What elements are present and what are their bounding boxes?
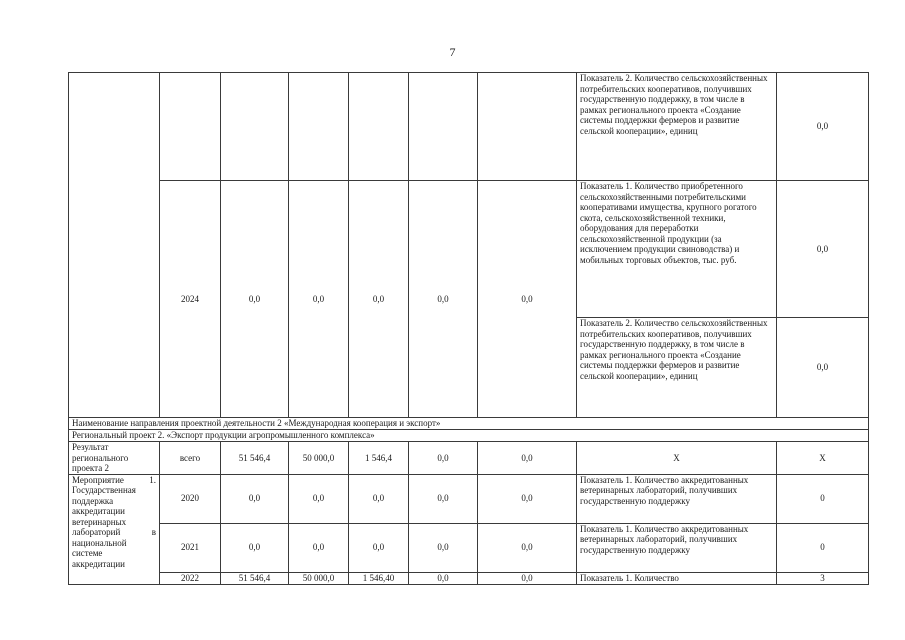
regional-budget-cell: 0,0 (349, 474, 409, 523)
indicator-cell: Показатель 2. Количество сельскохозяйственных потребительских кооперативов, получивших государственную поддержку, в том числе в рамках регионального проекта «Создание системы поддержки фермеров и развитие сельской кооперации», единиц (577, 318, 777, 418)
indicator-value: Х (777, 442, 869, 475)
extrabudget-cell: 0,0 (478, 523, 577, 572)
extrabudget-cell (478, 73, 577, 181)
regional-budget-cell: 1 546,40 (349, 572, 409, 584)
table-row (69, 474, 869, 523)
federal-budget-cell: 50 000,0 (289, 442, 349, 475)
indicator-cell: Показатель 2. Количество сельскохозяйственных потребительских кооперативов, получивших государственную поддержку, в том числе в рамках регионального проекта «Создание системы поддержки фермеров и развитие сельской кооперации», единиц (577, 73, 777, 181)
regional-budget-cell: 0,0 (349, 523, 409, 572)
indicator-cell: Показатель 1. Количество приобретенного сельскохозяйственными потребительскими кооперативами имущества, крупного рогатого скота, сельскохозяйственной техники, оборудования для переработки сельскохозяйственной продукции (за исключением продукции свиноводства) и мобильных торговых объектов, тыс. руб. (577, 181, 777, 318)
indicator-cell: Х (577, 442, 777, 475)
total-cell: 51 546,4 (221, 572, 289, 584)
indicator-cell: Показатель 1. Количество (577, 572, 777, 584)
federal-budget-cell: 50 000,0 (289, 572, 349, 584)
name-cell-empty (69, 73, 160, 418)
municipal-budget-cell: 0,0 (409, 442, 478, 475)
year-cell: 2022 (160, 572, 221, 584)
regional-budget-cell: 1 546,4 (349, 442, 409, 475)
period-cell: всего (160, 442, 221, 475)
table-row (69, 523, 869, 572)
municipal-budget-cell: 0,0 (409, 181, 478, 418)
table-row (69, 430, 869, 442)
indicator-value: 0,0 (777, 73, 869, 181)
project-title: Региональный проект 2. «Экспорт продукции агропромышленного комплекса» (69, 430, 869, 442)
period-cell (160, 73, 221, 181)
year-cell: 2020 (160, 474, 221, 523)
program-table (68, 72, 869, 585)
total-cell: 51 546,4 (221, 442, 289, 475)
extrabudget-cell: 0,0 (478, 474, 577, 523)
indicator-cell: Показатель 1. Количество аккредитованных ветеринарных лабораторий, получивших государственную поддержку (577, 474, 777, 523)
federal-budget-cell: 0,0 (289, 181, 349, 418)
extrabudget-cell: 0,0 (478, 181, 577, 418)
federal-budget-cell: 0,0 (289, 523, 349, 572)
indicator-value: 3 (777, 572, 869, 584)
table-row (69, 418, 869, 430)
indicator-value: 0,0 (777, 181, 869, 318)
total-cell: 0,0 (221, 523, 289, 572)
year-cell: 2024 (160, 181, 221, 418)
extrabudget-cell: 0,0 (478, 442, 577, 475)
municipal-budget-cell: 0,0 (409, 474, 478, 523)
regional-budget-cell: 0,0 (349, 181, 409, 418)
result-name: Результат регионального проекта 2 (69, 442, 160, 475)
table-row (69, 181, 869, 318)
direction-title: Наименование направления проектной деятельности 2 «Международная кооперация и экспорт» (69, 418, 869, 430)
total-cell (221, 73, 289, 181)
table-row (69, 442, 869, 475)
total-cell: 0,0 (221, 181, 289, 418)
federal-budget-cell (289, 73, 349, 181)
year-cell: 2021 (160, 523, 221, 572)
indicator-value: 0 (777, 523, 869, 572)
municipal-budget-cell: 0,0 (409, 523, 478, 572)
event-name: Мероприятие 1. Государственная поддержка аккредитации ветеринарных лабораторий в национальной системе аккредитации (69, 474, 160, 584)
municipal-budget-cell: 0,0 (409, 572, 478, 584)
federal-budget-cell: 0,0 (289, 474, 349, 523)
municipal-budget-cell (409, 73, 478, 181)
indicator-value: 0 (777, 474, 869, 523)
table-row (69, 572, 869, 584)
regional-budget-cell (349, 73, 409, 181)
indicator-value: 0,0 (777, 318, 869, 418)
total-cell: 0,0 (221, 474, 289, 523)
table-row (69, 73, 869, 181)
indicator-cell: Показатель 1. Количество аккредитованных ветеринарных лабораторий, получивших государственную поддержку (577, 523, 777, 572)
page-number: 7 (449, 45, 456, 59)
extrabudget-cell: 0,0 (478, 572, 577, 584)
